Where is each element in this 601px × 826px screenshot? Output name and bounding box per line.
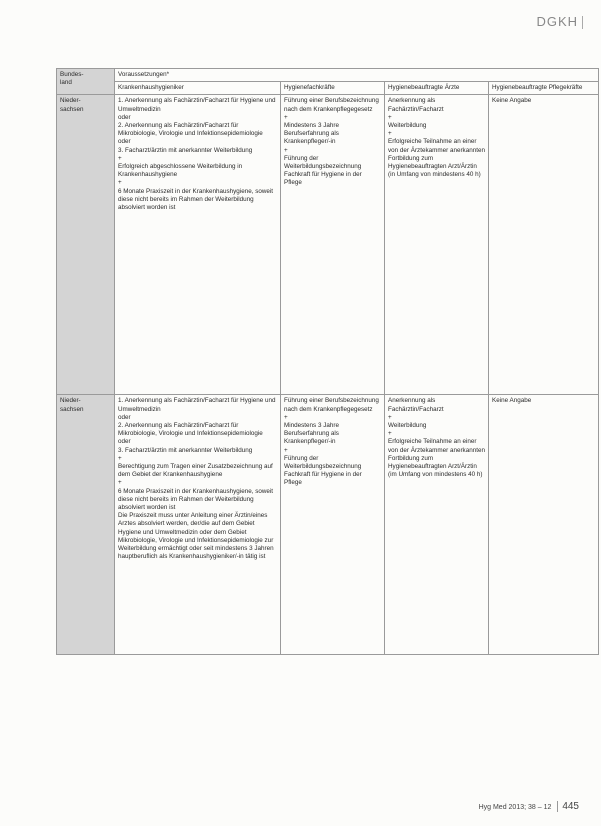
list-item: + bbox=[118, 154, 122, 162]
header-sub-1: Krankenhaushygieniker bbox=[115, 82, 281, 95]
cell-hygiene-care: Keine Angabe bbox=[489, 395, 599, 655]
list-item: Erfolgreich abgeschlossene Weiterbildung in Krankenhaushygiene bbox=[118, 163, 243, 179]
list-item: + bbox=[118, 454, 122, 462]
list-item: oder bbox=[118, 138, 131, 146]
cell-hospital-hygienist bbox=[115, 95, 281, 395]
list-item: + bbox=[118, 479, 122, 487]
list-item: + bbox=[284, 446, 288, 454]
list-item: Mindestens 3 Jahre Berufserfahrung als Krankenpfleger/-in bbox=[284, 422, 339, 446]
list-item: Anerkennung als Fachärztin/Facharzt bbox=[388, 397, 444, 413]
list-item: + bbox=[118, 179, 122, 187]
table-row bbox=[57, 395, 599, 655]
list-item: Weiterbildung bbox=[388, 422, 427, 430]
state-cell: Nieder- sachsen bbox=[57, 395, 115, 655]
journal-citation: Hyg Med 2013; 38 – 12 bbox=[478, 804, 552, 811]
list-item: Führung einer Berufsbezeichnung nach dem Krankenpflegegesetz bbox=[284, 397, 379, 413]
list-item: Führung einer Berufsbezeichnung nach dem Krankenpflegegesetz bbox=[284, 97, 379, 113]
list-item: + bbox=[388, 113, 392, 121]
list-item: 3. Facharzt/ärztin mit anerkannter Weiterbildung bbox=[118, 446, 253, 454]
list-item: 1. Anerkennung als Fachärztin/Facharzt für Hygiene und Umweltmedizin bbox=[118, 397, 276, 413]
header-state: Bundes- land bbox=[57, 69, 115, 95]
cell-hygiene-nurse bbox=[281, 95, 385, 395]
cell-hygiene-care: Keine Angabe bbox=[489, 95, 599, 395]
list-item: 6 Monate Praxiszeit in der Krankenhaushygiene, soweit diese nicht bereits im Rahmen der Weiterbildung absolviert worden ist bbox=[118, 187, 274, 212]
list-item: oder bbox=[118, 113, 131, 121]
list-item: + bbox=[388, 130, 392, 138]
page-footer bbox=[479, 801, 579, 812]
list-item: Erfolgreiche Teilnahme an einer von der Ärztekammer anerkannten Fortbildung zum Hygienebeauftragten Arzt/Ärztin (in Umfang von mindestens 40 h) bbox=[388, 138, 485, 179]
list-item: 6 Monate Praxiszeit in der Krankenhaushygiene, soweit diese nicht bereits im Rahmen der Weiterbildung absolviert worden ist bbox=[118, 487, 274, 512]
list-item: Berechtigung zum Tragen einer Zusatzbezeichnung auf dem Gebiet der Krankenhaushygiene bbox=[118, 463, 273, 479]
table-row bbox=[57, 95, 599, 395]
list-item: + bbox=[284, 113, 288, 121]
cell-hygiene-doctor bbox=[385, 395, 489, 655]
list-item: 2. Anerkennung als Fachärztin/Facharzt für Mikrobiologie, Virologie und Infektionsepidemiologie bbox=[118, 122, 263, 138]
list-item: 1. Anerkennung als Fachärztin/Facharzt für Hygiene und Umweltmedizin bbox=[118, 97, 276, 113]
list-item: Anerkennung als Fachärztin/Facharzt bbox=[388, 97, 444, 113]
header-sub-2: Hygienefachkräfte bbox=[281, 82, 385, 95]
page-number: 445 bbox=[557, 801, 579, 812]
cell-hygiene-doctor bbox=[385, 95, 489, 395]
list-item: + bbox=[388, 413, 392, 421]
header-sub-3: Hygienebeauftragte Ärzte bbox=[385, 82, 489, 95]
state-cell: Nieder- sachsen bbox=[57, 95, 115, 395]
header-requirements: Voraussetzungen* bbox=[115, 69, 599, 82]
list-item: oder bbox=[118, 438, 131, 446]
list-item: 3. Facharzt/ärztin mit anerkannter Weiterbildung bbox=[118, 146, 253, 154]
header-sub-4: Hygienebeauftragte Pflegekräfte bbox=[489, 82, 599, 95]
list-item: 2. Anerkennung als Fachärztin/Facharzt für Mikrobiologie, Virologie und Infektionsepidemiologie bbox=[118, 422, 263, 438]
list-item: + bbox=[388, 430, 392, 438]
requirements-table bbox=[56, 68, 599, 655]
list-item: Weiterbildung bbox=[388, 122, 427, 130]
cell-hygiene-nurse bbox=[281, 395, 385, 655]
brand-logo: DGKH bbox=[536, 14, 583, 29]
list-item: oder bbox=[118, 413, 131, 421]
list-item: + bbox=[284, 146, 288, 154]
list-item: Führung der Weiterbildungsbezeichnung Fachkraft für Hygiene in der Pflege bbox=[284, 154, 362, 187]
list-item: Die Praxiszeit muss unter Anleitung einer Ärztin/eines Arztes absolviert werden, der/die auf dem Gebiet Hygiene und Umweltmedizin oder dem Gebiet Mikrobiologie, Virologie und Infektionsepidemiologie zur Weiterbildung ermächtigt oder seit mindestens 3 Jahren hauptberuflich als Krankenhaushygieniker/-in tätig ist bbox=[118, 512, 274, 561]
list-item: Führung der Weiterbildungsbezeichnung Fachkraft für Hygiene in der Pflege bbox=[284, 454, 362, 487]
list-item: Mindestens 3 Jahre Berufserfahrung als Krankenpfleger/-in bbox=[284, 122, 339, 146]
list-item: Erfolgreiche Teilnahme an einer von der Ärztekammer anerkannten Fortbildung zum Hygienebeauftragten Arzt/Ärztin (im Umfang von mindestens 40 h) bbox=[388, 438, 485, 479]
cell-hospital-hygienist bbox=[115, 395, 281, 655]
list-item: + bbox=[284, 413, 288, 421]
